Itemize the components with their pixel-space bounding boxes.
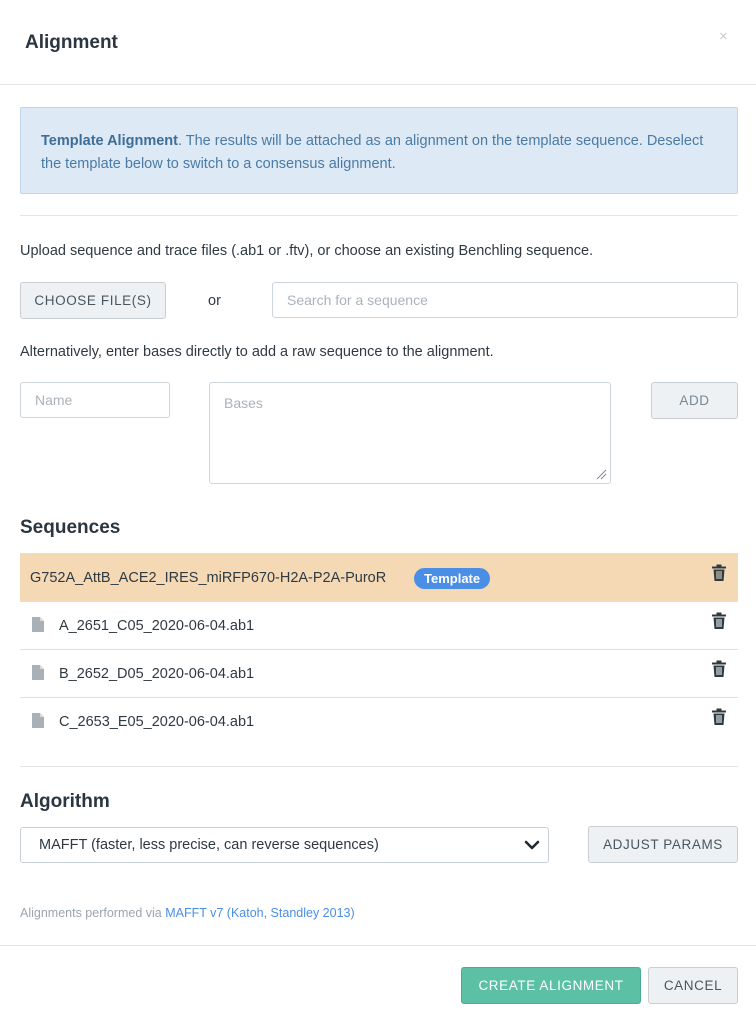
- template-badge[interactable]: Template: [414, 568, 490, 589]
- file-icon: [32, 617, 44, 632]
- algorithm-select[interactable]: [20, 827, 549, 863]
- template-row[interactable]: [20, 554, 738, 602]
- create-alignment-button[interactable]: CREATE ALIGNMENT: [461, 967, 641, 1004]
- algorithm-selected-value: MAFFT (faster, less precise, can reverse sequences): [39, 837, 379, 853]
- footnote: [20, 906, 355, 920]
- sequences-heading: Sequences: [20, 517, 121, 538]
- choose-files-button[interactable]: CHOOSE FILE(S): [20, 282, 166, 319]
- mafft-link[interactable]: MAFFT v7 (Katoh, Standley 2013): [165, 906, 355, 920]
- algorithm-heading: Algorithm: [20, 791, 110, 812]
- or-label: or: [208, 293, 221, 309]
- divider: [20, 215, 738, 216]
- info-banner-heading: Template Alignment: [41, 133, 178, 149]
- cancel-button[interactable]: CANCEL: [648, 967, 738, 1004]
- chevron-down-icon[interactable]: [524, 838, 540, 852]
- bases-textarea[interactable]: [209, 382, 611, 484]
- upload-instruction: Upload sequence and trace files (.ab1 or .ftv), or choose an existing Benchling sequence.: [20, 243, 594, 259]
- sequence-search-input[interactable]: Search for a sequence: [272, 282, 738, 318]
- resize-handle-icon[interactable]: [595, 468, 607, 480]
- raw-instruction: Alternatively, enter bases directly to add a raw sequence to the alignment.: [20, 344, 494, 360]
- sequence-file-name: B_2652_D05_2020-06-04.ab1: [59, 666, 255, 682]
- trash-icon[interactable]: [712, 708, 726, 725]
- trash-icon[interactable]: [712, 564, 726, 581]
- trash-icon[interactable]: [712, 660, 726, 677]
- info-banner: [20, 107, 738, 194]
- info-banner-text: . The results will be attached as an alignment on the template sequence. Deselect the template below to switch to a consensus alignment.: [41, 133, 704, 172]
- sequence-row[interactable]: [20, 650, 738, 698]
- footnote-text: Alignments performed via: [20, 906, 166, 920]
- name-input[interactable]: Name: [20, 382, 170, 418]
- footer-divider: [0, 945, 756, 946]
- sequence-file-name: A_2651_C05_2020-06-04.ab1: [59, 618, 255, 634]
- bases-placeholder: Bases: [224, 395, 263, 411]
- trash-icon[interactable]: [712, 612, 726, 629]
- file-icon: [32, 713, 44, 728]
- dialog-title: Alignment: [25, 32, 118, 53]
- close-icon[interactable]: ×: [719, 28, 728, 45]
- add-button[interactable]: ADD: [651, 382, 738, 419]
- adjust-params-button[interactable]: ADJUST PARAMS: [588, 826, 738, 863]
- sequence-row[interactable]: [20, 698, 738, 746]
- divider: [20, 766, 738, 767]
- template-sequence-name[interactable]: G752A_AttB_ACE2_IRES_miRFP670-H2A-P2A-PuroR: [30, 570, 387, 586]
- sequence-file-name: C_2653_E05_2020-06-04.ab1: [59, 714, 255, 730]
- file-icon: [32, 665, 44, 680]
- sequence-row[interactable]: [20, 602, 738, 650]
- dialog-header: [0, 0, 756, 85]
